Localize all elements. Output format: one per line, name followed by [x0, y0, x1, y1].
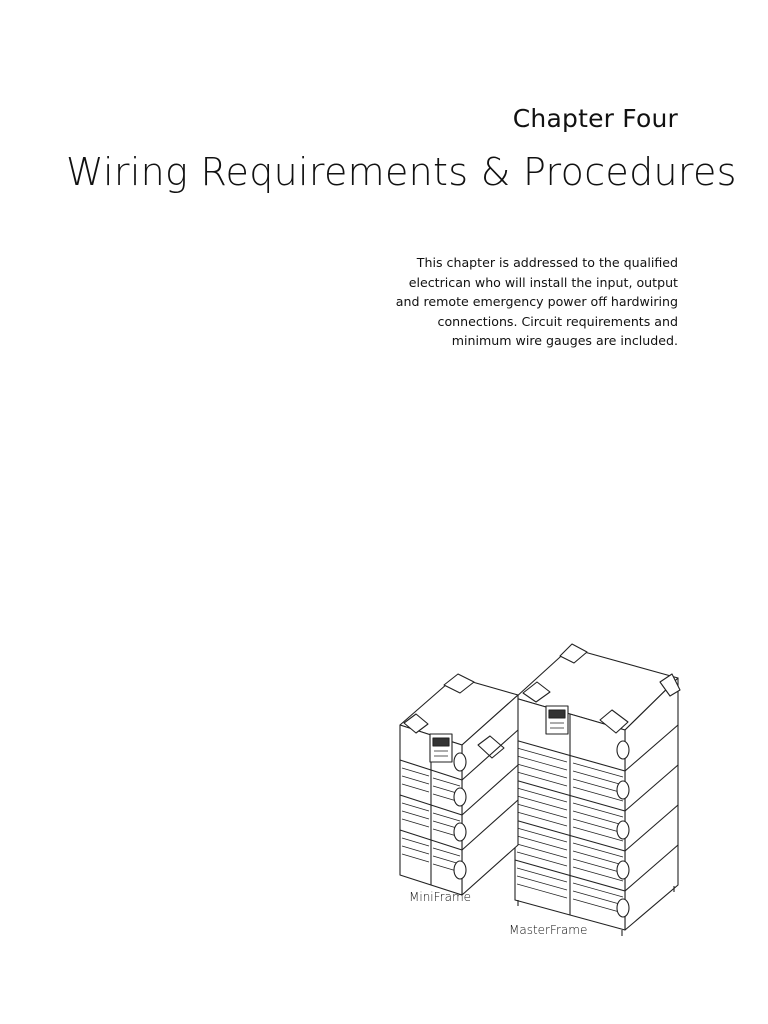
intro-line: This chapter is addressed to the qualified — [416, 255, 678, 270]
masterframe-caption: MasterFrame — [509, 923, 588, 937]
masterframe-cabinet — [515, 644, 680, 936]
intro-line: electrican who will install the input, output — [408, 274, 678, 290]
miniframe-caption: MiniFrame — [409, 890, 472, 904]
intro-line: and remote emergency power off hardwiring — [395, 294, 678, 310]
chapter-title: Wiring Requirements & Procedures — [66, 150, 737, 194]
miniframe-cabinet — [400, 674, 518, 895]
intro-line: connections. Circuit requirements and — [437, 313, 678, 329]
chapter-label: Chapter Four — [512, 104, 678, 133]
ups-cabinets-illustration — [380, 630, 700, 960]
chapter-intro — [378, 253, 678, 351]
intro-line: minimum wire gauges are included. — [451, 333, 678, 349]
